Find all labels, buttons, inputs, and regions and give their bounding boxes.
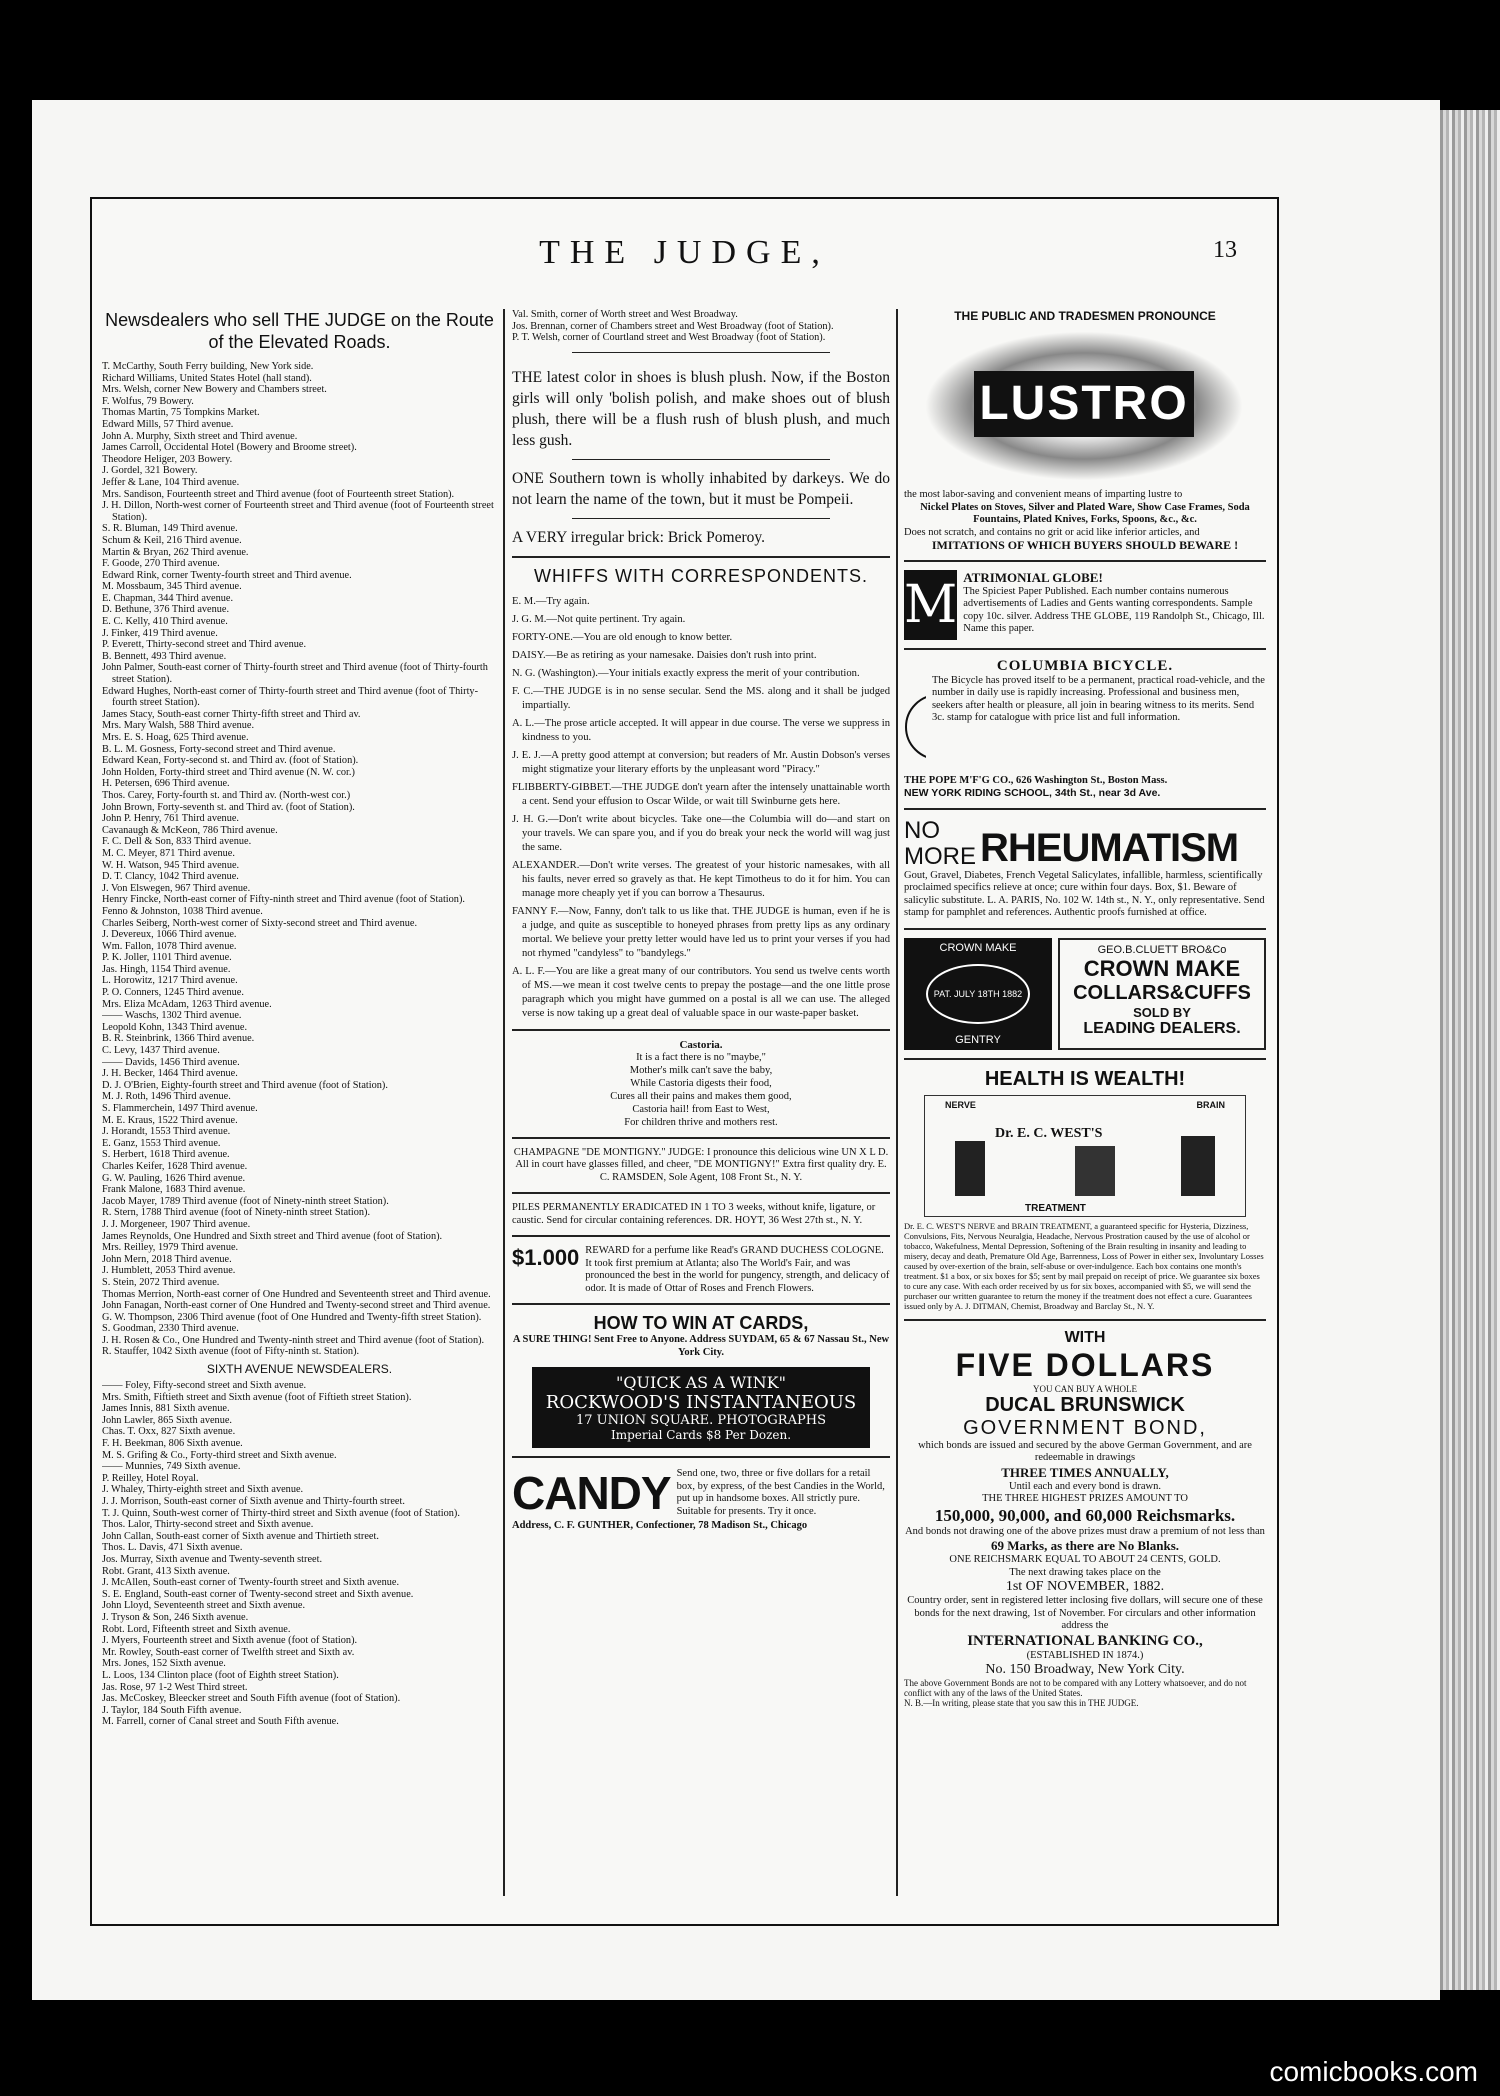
crown-gentry: GENTRY <box>955 1033 1001 1046</box>
lustro-logo: LUSTRO <box>974 371 1194 437</box>
list-item: John Lloyd, Seventeenth street and Sixth avenue. <box>102 1600 306 1612</box>
list-item: John P. Henry, 761 Third avenue. <box>102 813 239 825</box>
divider <box>904 560 1266 562</box>
list-item: John Fanagan, North-east corner of One Hundred and Twenty-second street and Third avenue. <box>102 1300 491 1312</box>
divider <box>512 1235 890 1237</box>
paragraph-blush-plush: THE latest color in shoes is blush plush. Now, if the Boston girls will only 'bolish polish, and make shoes out of blush plush, there will be a flush rush of blush plush, and much less gush. <box>512 368 890 449</box>
column-rule <box>503 309 505 1896</box>
list-item: John Mern, 2018 Third avenue. <box>102 1253 232 1265</box>
poem-line: Cures all their pains and makes them good, <box>610 1090 792 1102</box>
bond-equal: ONE REICHSMARK EQUAL TO ABOUT 24 CENTS, GOLD. <box>949 1554 1221 1565</box>
lustro-head: THE PUBLIC AND TRADESMEN PRONOUNCE <box>954 309 1216 323</box>
bond-until: Until each and every bond is drawn. <box>1009 1480 1161 1492</box>
newsdealers-column <box>102 309 497 1896</box>
list-item: ALEXANDER.—Don't write verses. The greatest of your historic namesakes, with all his faults, never erred so gravely as that. He kept Timotheus to do it for him. You can manage more cheaply yet if you can borrow a Thesaurus. <box>512 859 890 899</box>
list-item: Martin & Bryan, 262 Third avenue. <box>102 546 249 558</box>
reward-amount: $1.000 <box>512 1245 580 1271</box>
list-item: —— Waschs, 1302 Third avenue. <box>102 1010 242 1022</box>
list-item: John Callan, South-east corner of Sixth avenue and Thirtieth street. <box>102 1530 379 1542</box>
list-item: S. Flammerchein, 1497 Third avenue. <box>102 1103 258 1114</box>
bond-blanks-pre: And bonds not drawing one of the above prizes must draw a premium of not less than <box>905 1525 1265 1537</box>
list-item: B. Bennett, 493 Third avenue. <box>102 650 227 662</box>
divider <box>572 459 830 460</box>
divider <box>512 1303 890 1305</box>
list-item: S. Stein, 2072 Third avenue. <box>102 1276 220 1288</box>
bicycle-ad <box>904 675 1266 775</box>
list-item: Mrs. Jones, 152 Sixth avenue. <box>102 1658 226 1670</box>
list-item: S. E. England, South-east corner of Twenty-second street and Sixth avenue. <box>102 1588 414 1600</box>
list-item: J. Devereux, 1066 Third avenue. <box>102 929 237 941</box>
bond-bank: INTERNATIONAL BANKING CO., <box>967 1632 1203 1649</box>
list-item: B. L. M. Gosness, Forty-second street and Third avenue. <box>102 743 336 755</box>
health-label: TREATMENT <box>1025 1202 1086 1214</box>
list-item: Thos. Carey, Forty-fourth st. and Third av. (North-west cor.) <box>102 789 351 801</box>
divider <box>512 1456 890 1458</box>
list-item: B. R. Steinbrink, 1366 Third avenue. <box>102 1033 255 1045</box>
health-illustration <box>924 1095 1246 1217</box>
castoria-poem <box>512 1051 890 1129</box>
editorial-column <box>512 309 890 1896</box>
rheum-title: RHEUMATISM <box>980 825 1239 870</box>
list-item: J. Von Elswegen, 967 Third avenue. <box>102 882 251 894</box>
paragraph-brick: A VERY irregular brick: Brick Pomeroy. <box>512 528 765 546</box>
list-item: M. S. Grifing & Co., Forty-third street and Sixth avenue. <box>102 1449 337 1461</box>
rheum-no: NO <box>904 816 940 844</box>
list-item: Val. Smith, corner of Worth street and West Broadway. <box>512 309 738 320</box>
bond-established: (ESTABLISHED IN 1874.) <box>1026 1649 1144 1661</box>
list-item: Mrs. E. S. Hoag, 625 Third avenue. <box>102 732 249 743</box>
list-item: J. McAllen, South-east corner of Twenty-fourth street and Sixth avenue. <box>102 1577 400 1589</box>
list-item: FORTY-ONE.—You are old enough to know better. <box>512 631 733 643</box>
bond-next: The next drawing takes place on the <box>1009 1566 1161 1578</box>
masthead: THE JUDGE, <box>539 234 830 271</box>
health-text: Dr. E. C. WEST'S NERVE and BRAIN TREATMENT, a guaranteed specific for Hysteria, Dizziness, Convulsions, Fits, Nervous Neuralgia, Headache, Nervous Prostration caused by the use of alcohol or tobacco, Wakefulness, Mental Depression, Softening of the Brain resulting in insanity and leading to misery, decay and death, Premature Old Age, Barrenness, Loss of Power in either sex, Involuntary Losses caused by over-exertion of the brain, self-abuse or over-indulgence. Each box contains one month's treatment. $1 a box, or six boxes for $5; sent by mail prepaid on receipt of price. We guarantee six boxes to cure any case. With each order received by us for six boxes, accompanied with $5, we will send the purchaser our written guarantee to return the money if the treatment does not effect a cure. Guarantees issued only by A. J. DITMAN, Chemist, Broadway and Barclay St., N. Y. <box>904 1220 1264 1311</box>
crown-make: CROWN MAKE <box>939 941 1017 954</box>
list-item: Jos. Murray, Sixth avenue and Twenty-seventh street. <box>102 1553 323 1565</box>
list-item: R. Stern, 1788 Third avenue (foot of Ninety-ninth street Station). <box>102 1207 371 1219</box>
bond-text: which bonds are issued and secured by the above German Government, and are redeemable in drawings <box>918 1439 1252 1463</box>
bond-ducal: DUCAL BRUNSWICK <box>985 1393 1185 1416</box>
bond-blanks: 69 Marks, as there are No Blanks. <box>990 1538 1180 1553</box>
bond-canbuy: YOU CAN BUY A WHOLE <box>1032 1383 1137 1394</box>
globe-text: The Spiciest Paper Published. Each number contains numerous advertisements of Ladies and Gents wanting correspondents. Sample copy 10c. silver. Address THE GLOBE, 119 Randolph St., Chicago, Ill. Name this paper. <box>963 585 1265 634</box>
cards-subtitle: A SURE THING! Sent Free to Anyone. Address SUYDAM, 65 & 67 Nassau St., New York City. <box>512 1334 890 1358</box>
list-item: C. Levy, 1437 Third avenue. <box>102 1045 220 1057</box>
health-label: Dr. E. C. WEST'S <box>995 1125 1103 1141</box>
list-item: E. Chapman, 344 Third avenue. <box>102 592 234 604</box>
divider <box>572 352 830 353</box>
list-item: J. Tryson & Son, 246 Sixth avenue. <box>102 1611 249 1623</box>
list-item: Charles Seiberg, North-west corner of Sixty-second street and Third avenue. <box>102 917 418 929</box>
list-item: DAISY.—Be as retiring as your namesake. Daisies don't rush into print. <box>512 649 817 661</box>
cluett-line: SOLD BY <box>1133 1004 1191 1020</box>
list-item: J. G. M.—Not quite pertinent. Try again. <box>512 613 686 625</box>
divider <box>512 1137 890 1139</box>
paragraph-pompeii: ONE Southern town is wholly inhabited by darkeys. We do not learn the name of the town, but it must be Pompeii. <box>512 469 890 508</box>
castoria-title: Castoria. <box>679 1038 723 1051</box>
sixth-avenue-title: SIXTH AVENUE NEWSDEALERS. <box>206 1362 393 1377</box>
health-label: BRAIN <box>1196 1099 1225 1110</box>
list-item: Charles Keifer, 1628 Third avenue. <box>102 1160 248 1172</box>
list-item: Edward Kean, Forty-second st. and Third av. (foot of Station). <box>102 755 359 767</box>
list-item: G. W. Thompson, 2306 Third avenue (foot of One Hundred and Twenty-fifth street Station). <box>102 1311 482 1323</box>
piles-ad: PILES PERMANENTLY ERADICATED IN 1 TO 3 weeks, without knife, ligature, or caustic. Send for circular containing references. DR. HOYT, 36 West 27th st., N. Y. <box>512 1202 876 1226</box>
rockwood-ad <box>532 1367 870 1448</box>
rockwood-line: ROCKWOOD'S INSTANTANEOUS <box>545 1392 857 1414</box>
column-rule <box>896 309 898 1896</box>
bond-with: WITH <box>1064 1328 1106 1346</box>
list-item: Mrs. Mary Walsh, 588 Third avenue. <box>102 720 255 732</box>
list-item: J. J. Morgeneer, 1907 Third avenue. <box>102 1218 251 1230</box>
list-item: James Stacy, South-east corner Thirty-fifth street and Third av. <box>102 708 361 720</box>
bicycle-text: The Bicycle has proved itself to be a permanent, practical road-vehicle, and the number in daily use is rapidly increasing. Professional and business men, seekers after health or pleasure, all join in bearing witness to its merits. Send 3c. stamp for catalogue with price list and full information. <box>931 674 1265 723</box>
rheum-more: MORE <box>904 842 976 870</box>
list-item: F. H. Beekman, 806 Sixth avenue. <box>102 1438 243 1450</box>
list-item: James Reynolds, One Hundred and Sixth street and Third avenue (foot of Station). <box>102 1230 443 1242</box>
list-item: Thomas Merrion, North-east corner of One Hundred and Seventeenth street and Third avenue. <box>102 1288 491 1300</box>
crown-box <box>904 938 1052 1050</box>
rockwood-line: "QUICK AS A WINK" <box>616 1373 786 1393</box>
lustro-text: the most labor-saving and convenient means of imparting lustre to <box>904 489 1183 500</box>
list-item: D. Bethune, 376 Third avenue. <box>102 604 230 616</box>
divider <box>512 1192 890 1194</box>
poem-line: Castoria hail! from East to West, <box>632 1103 770 1115</box>
list-item: Mr. Rowley, South-east corner of Twelfth street and Sixth av. <box>102 1646 355 1658</box>
list-item: Fenno & Johnston, 1038 Third avenue. <box>102 905 263 917</box>
list-item: J. Horandt, 1553 Third avenue. <box>102 1126 231 1138</box>
cluett-box <box>1058 938 1266 1050</box>
list-item: S. Goodman, 2330 Third avenue. <box>102 1323 239 1335</box>
list-item: S. Herbert, 1618 Third avenue. <box>102 1149 230 1161</box>
list-item: —— Foley, Fifty-second street and Sixth avenue. <box>102 1380 307 1392</box>
list-item: M. J. Roth, 1496 Third avenue. <box>102 1091 231 1103</box>
list-item: John Palmer, South-east corner of Thirty-fourth street and Third avenue (foot of Thirty-fourth street Station). <box>102 662 488 686</box>
cards-title: HOW TO WIN AT CARDS, <box>593 1313 809 1334</box>
list-item: J. E. J.—A pretty good attempt at conversion; but readers of Mr. Austin Dobson's verses might stigmatize your literary efforts by the unpleasant word "Piracy." <box>512 749 890 775</box>
health-title: HEALTH IS WEALTH! <box>984 1067 1186 1090</box>
list-item: Jas. Rose, 97 1-2 West Third street. <box>102 1681 248 1693</box>
list-item: T. McCarthy, South Ferry building, New York side. <box>102 361 314 372</box>
list-item: M. C. Meyer, 871 Third avenue. <box>102 847 235 859</box>
list-item: G. W. Pauling, 1626 Third avenue. <box>102 1172 246 1184</box>
list-item: J. J. Morrison, South-east corner of Sixth avenue and Thirty-fourth street. <box>102 1496 405 1507</box>
list-item: N. G. (Washington).—Your initials exactly express the merit of your contribution. <box>512 667 860 679</box>
list-item: P. Reilley, Hotel Royal. <box>102 1472 199 1484</box>
list-item: F. C.—THE JUDGE is in no sense secular. Send the MS. along and it shall be judged impartially. <box>512 685 890 711</box>
riding-school: NEW YORK RIDING SCHOOL, 34th St., near 3d Ave. <box>904 787 1161 799</box>
list-item: Jas. McCoskey, Bleecker street and South Fifth avenue (foot of Station). <box>102 1693 401 1705</box>
list-item: Thos. L. Davis, 471 Sixth avenue. <box>102 1542 243 1554</box>
pope-address: THE POPE M'F'G CO., 626 Washington St., Boston Mass. <box>904 774 1168 786</box>
list-item: M. E. Kraus, 1522 Third avenue. <box>102 1114 238 1126</box>
list-item: P. T. Welsh, corner of Courtland street and West Broadway (foot of Station). <box>512 332 826 344</box>
list-item: D. T. Clancy, 1042 Third avenue. <box>102 871 239 883</box>
rockwood-line: 17 UNION SQUARE. PHOTOGRAPHS <box>576 1413 826 1429</box>
bond-nb: N. B.—In writing, please state that you saw this in THE JUDGE. <box>904 1698 1139 1708</box>
list-item: J. Taylor, 184 South Fifth avenue. <box>102 1704 242 1716</box>
list-item: John Holden, Forty-third street and Third avenue (N. W. cor.) <box>102 766 355 778</box>
list-item: P. Everett, Thirty-second street and Third avenue. <box>102 639 307 651</box>
collar-pat: PAT. JULY 18TH 1882 <box>926 964 1030 1024</box>
list-item: Mrs. Welsh, corner New Bowery and Chambers street. <box>102 384 327 396</box>
list-item: J. H. Dillon, North-west corner of Fourteenth street and Third avenue (foot of Fourteenth street Station). <box>102 500 494 523</box>
globe-title: ATRIMONIAL GLOBE! <box>963 569 1103 585</box>
list-item: Frank Malone, 1683 Third avenue. <box>102 1184 246 1196</box>
poem-line: While Castoria digests their food, <box>630 1077 772 1089</box>
lustro-ad <box>904 331 1266 481</box>
list-item: Thos. Lalor, Thirty-second street and Sixth avenue. <box>102 1519 314 1531</box>
ads-column <box>904 309 1266 1896</box>
list-item: Jas. Hingh, 1154 Third avenue. <box>102 963 231 975</box>
bond-prizes: THE THREE HIGHEST PRIZES AMOUNT TO <box>982 1493 1188 1504</box>
list-item: Edward Rink, corner Twenty-fourth street and Third avenue. <box>102 569 352 581</box>
candy-word: CANDY <box>512 1467 671 1520</box>
bicycle-icon <box>904 675 926 775</box>
list-item: J. Gordel, 321 Bowery. <box>102 465 198 477</box>
list-item: Wm. Fallon, 1078 Third avenue. <box>102 940 237 952</box>
bond-order: Country order, sent in registered letter inclosing five dollars, will secure one of these bonds for the next drawing, 1st of November. For circulars and other information address the <box>907 1595 1263 1631</box>
list-item: J. H. G.—Don't write about bicycles. Take one—the Columbia will do—and start on your travels. We can spare you, and if you do break your neck the world will wag just the same. <box>512 813 890 853</box>
list-item: Robt. Lord, Fifteenth street and Sixth avenue. <box>102 1623 291 1635</box>
champagne-ad: CHAMPAGNE "DE MONTIGNY." JUDGE: I pronounce this delicious wine UN X L D. All in court have glasses filled, and cheer, "DE MONTIGNY!" Extra first quality dry. E. C. RAMSDEN, Sole Agent, 108 Front St., N. Y. <box>513 1146 889 1183</box>
list-item: John Brown, Forty-seventh st. and Third av. (foot of Station). <box>102 801 355 813</box>
list-item: J. Humblett, 2053 Third avenue. <box>102 1265 236 1277</box>
list-item: A. L. F.—You are like a great many of our contributors. You send us twelve cents worth of MS.—we mean it cost twelve cents to prepay the postage—and the one little prose paragraph which you might have gummed on a postal is all we can use. The alleged verse is now taking up a great deal of valuable space in our waste-paper basket. <box>512 965 890 1019</box>
bicycle-title: COLUMBIA BICYCLE. <box>996 657 1174 674</box>
list-item: Richard Williams, United States Hotel (hall stand). <box>102 372 312 384</box>
newsdealers-list <box>102 361 497 1358</box>
list-item: J. Myers, Fourteenth street and Sixth avenue (foot of Station). <box>102 1635 358 1647</box>
whiffs-title: WHIFFS WITH CORRESPONDENTS. <box>534 565 868 586</box>
cluett-line: CROWN MAKE <box>1083 955 1241 981</box>
cluett-line: GEO.B.CLUETT BRO&Co <box>1097 943 1227 956</box>
rheumatism-ad <box>904 818 1266 870</box>
candy-address: Address, C. F. GUNTHER, Confectioner, 78 Madison St., Chicago <box>512 1520 808 1532</box>
poem-line: Mother's milk can't save the baby, <box>629 1064 773 1076</box>
bond-government: GOVERNMENT BOND, <box>963 1416 1207 1439</box>
list-item: E. Ganz, 1553 Third avenue. <box>102 1137 221 1149</box>
bond-marks: 150,000, 90,000, and 60,000 Reichsmarks. <box>934 1505 1236 1525</box>
list-item: J. H. Rosen & Co., One Hundred and Twenty-ninth street and Third avenue (foot of Station). <box>102 1334 485 1346</box>
whiffs-list <box>512 595 890 1021</box>
newsdealers-continued <box>512 309 890 344</box>
reward-text: REWARD for a perfume like Read's GRAND DUCHESS COLOGNE. It took first premium at Atlanta; also The World's Fair, and was pronounced the best in the world for pungency, strength, and delicacy of odor. It is made of Ottar of Roses and French Flowers. <box>585 1245 890 1294</box>
rheum-text: Gout, Gravel, Diabetes, French Vegetal Salicylates, infallible, harmless, scientifically proclaimed specifics relieve at once; cure within four days. Box, $1. Beware of salicylic substitute. L. A. PARIS, No. 102 W. 14th st., N. Y., only representative. Send stamp for pamphlet and references. Authentic proofs furnished at office. <box>904 869 1265 918</box>
bond-date: 1st OF NOVEMBER, 1882. <box>1005 1579 1165 1594</box>
lustro-items: Nickel Plates on Stoves, Silver and Plated Ware, Show Case Frames, Soda Fountains, Plated Knives, Forks, Spoons, &c., &c. <box>920 501 1250 525</box>
list-item: Robt. Grant, 413 Sixth avenue. <box>102 1565 230 1577</box>
list-item: —— Davids, 1456 Third avenue. <box>102 1056 240 1068</box>
globe-initial-m: M <box>904 570 957 640</box>
list-item: Jacob Mayer, 1789 Third avenue (foot of Ninety-ninth street Station). <box>102 1195 389 1207</box>
list-item: A. L.—The prose article accepted. It will appear in due course. The verse we suppress in kindness to you. <box>512 717 890 743</box>
list-item: Edward Mills, 57 Third avenue. <box>102 418 234 430</box>
list-item: —— Munnies, 749 Sixth avenue. <box>102 1461 241 1473</box>
list-item: James Innis, 881 Sixth avenue. <box>102 1403 230 1415</box>
list-item: Mrs. Reilley, 1979 Third avenue. <box>102 1242 239 1254</box>
list-item: F. C. Dell & Son, 833 Third avenue. <box>102 836 252 848</box>
watermark: comicbooks.com <box>1269 2056 1478 2087</box>
bond-address: No. 150 Broadway, New York City. <box>985 1662 1185 1677</box>
list-item: W. H. Watson, 945 Third avenue. <box>102 859 240 871</box>
list-item: Mrs. Smith, Fiftieth street and Sixth avenue (foot of Fiftieth street Station). <box>102 1391 412 1403</box>
list-item: T. J. Quinn, South-west corner of Thirty-third street and Sixth avenue (foot of Station). <box>102 1507 460 1519</box>
figure-illustration <box>1181 1136 1215 1196</box>
reward-ad <box>512 1245 890 1295</box>
divider <box>904 808 1266 810</box>
list-item: D. J. O'Brien, Eighty-fourth street and Third avenue (foot of Station). <box>102 1079 388 1091</box>
list-item: M. Farrell, corner of Canal street and South Fifth avenue. <box>102 1716 339 1728</box>
list-item: H. Petersen, 696 Third avenue. <box>102 778 230 790</box>
list-item: L. Horowitz, 1217 Third avenue. <box>102 975 238 987</box>
list-item: Chas. T. Oxx, 827 Sixth avenue. <box>102 1426 236 1438</box>
bond-five-dollars: FIVE DOLLARS <box>955 1346 1215 1383</box>
list-item: P. O. Conners, 1245 Third avenue. <box>102 987 244 999</box>
list-item: FANNY F.—Now, Fanny, don't talk to us like that. THE JUDGE is human, even if he is a judge, and quite as susceptible to honeyed phrases from pretty lips as any ordinary mortal. We believe your pretty letter would have led us to print your verses if you had not rhymed "candyless" to "bandylegs." <box>512 905 890 959</box>
collars-ad <box>904 938 1266 1050</box>
rockwood-line: Imperial Cards $8 Per Dozen. <box>610 1428 792 1443</box>
page-frame <box>90 197 1279 1926</box>
list-item: FLIBBERTY-GIBBET.—THE JUDGE don't yearn after the intensely unattainable worth a cent. Send your effusion to Oscar Wilde, or wait till Swinburne gets here. <box>512 781 890 807</box>
list-item: John A. Murphy, Sixth street and Third avenue. <box>102 430 298 442</box>
divider <box>512 556 890 558</box>
divider <box>512 1029 890 1031</box>
list-item: F. Goode, 270 Third avenue. <box>102 558 220 570</box>
divider <box>904 928 1266 930</box>
divider <box>904 1319 1266 1321</box>
sixth-avenue-list <box>102 1380 497 1728</box>
page-binding <box>1440 110 1500 1990</box>
list-item: J. Finker, 419 Third avenue. <box>102 627 218 639</box>
cluett-line: COLLARS&CUFFS <box>1073 981 1251 1004</box>
list-item: F. Wolfus, 79 Bowery. <box>102 395 194 407</box>
newsdealers-title: Newsdealers who sell THE JUDGE on the Route of the Elevated Roads. <box>105 310 494 352</box>
list-item: John Lawler, 865 Sixth avenue. <box>102 1414 232 1426</box>
poem-line: For children thrive and mothers rest. <box>624 1116 778 1128</box>
list-item: R. Stauffer, 1042 Sixth avenue (foot of Fifty-ninth st. Station). <box>102 1346 360 1358</box>
page-number: 13 <box>1213 237 1237 263</box>
health-label: NERVE <box>945 1099 976 1110</box>
list-item: E. C. Kelly, 410 Third avenue. <box>102 616 228 628</box>
divider <box>572 518 830 519</box>
divider <box>904 1058 1266 1060</box>
list-item: Jos. Brennan, corner of Chambers street and West Broadway (foot of Station). <box>512 320 834 332</box>
list-item: Cavanaugh & McKeon, 786 Third avenue. <box>102 824 278 836</box>
lustro-warning: IMITATIONS OF WHICH BUYERS SHOULD BEWARE ! <box>931 538 1239 552</box>
list-item: Jeffer & Lane, 104 Third avenue. <box>102 476 240 488</box>
figure-illustration <box>1075 1146 1115 1196</box>
list-item: Mrs. Sandison, Fourteenth street and Third avenue (foot of Fourteenth street Station). <box>102 488 455 500</box>
list-item: Edward Hughes, North-east corner of Thirty-fourth street and Third avenue (foot of Thirty-fourth street Station). <box>102 685 479 709</box>
candy-ad <box>512 1466 890 1520</box>
bond-note: The above Government Bonds are not to be compared with any Lottery whatsoever, and do not conflict with any of the laws of the United States. <box>904 1678 1247 1698</box>
figure-illustration <box>955 1141 985 1196</box>
bond-three-times: THREE TIMES ANNUALLY, <box>1001 1464 1169 1480</box>
list-item: Leopold Kohn, 1343 Third avenue. <box>102 1021 248 1033</box>
list-item: Henry Fincke, North-east corner of Fifty-ninth street and Third avenue (foot of Station). <box>102 894 465 906</box>
list-item: M. Mossbaum, 345 Third avenue. <box>102 581 242 593</box>
lustro-note: Does not scratch, and contains no grit or acid like inferior articles, and <box>904 526 1200 538</box>
list-item: Thomas Martin, 75 Tompkins Market. <box>102 407 260 419</box>
list-item: J. H. Becker, 1464 Third avenue. <box>102 1068 238 1080</box>
list-item: Schum & Keil, 216 Third avenue. <box>102 534 242 546</box>
list-item: Theodore Heliger, 203 Bowery. <box>102 453 233 465</box>
list-item: James Carroll, Occidental Hotel (Bowery and Broome street). <box>102 442 357 454</box>
list-item: L. Loos, 134 Clinton place (foot of Eighth street Station). <box>102 1669 339 1681</box>
cluett-line: LEADING DEALERS. <box>1083 1019 1241 1037</box>
poem-line: It is a fact there is no "maybe," <box>636 1051 766 1063</box>
candy-text: Send one, two, three or five dollars for a retail box, by express, of the best Candies in the World, put up in handsome boxes. All strictly pure. Suitable for presents. Try it once. <box>676 1468 885 1517</box>
list-item: P. K. Joller, 1101 Third avenue. <box>102 952 232 964</box>
list-item: Mrs. Eliza McAdam, 1263 Third avenue. <box>102 998 272 1010</box>
divider <box>904 648 1266 650</box>
list-item: J. Whaley, Thirty-eighth street and Sixth avenue. <box>102 1484 304 1496</box>
globe-ad <box>904 570 1266 640</box>
list-item: S. R. Bluman, 149 Third avenue. <box>102 523 238 535</box>
list-item: E. M.—Try again. <box>512 595 590 607</box>
